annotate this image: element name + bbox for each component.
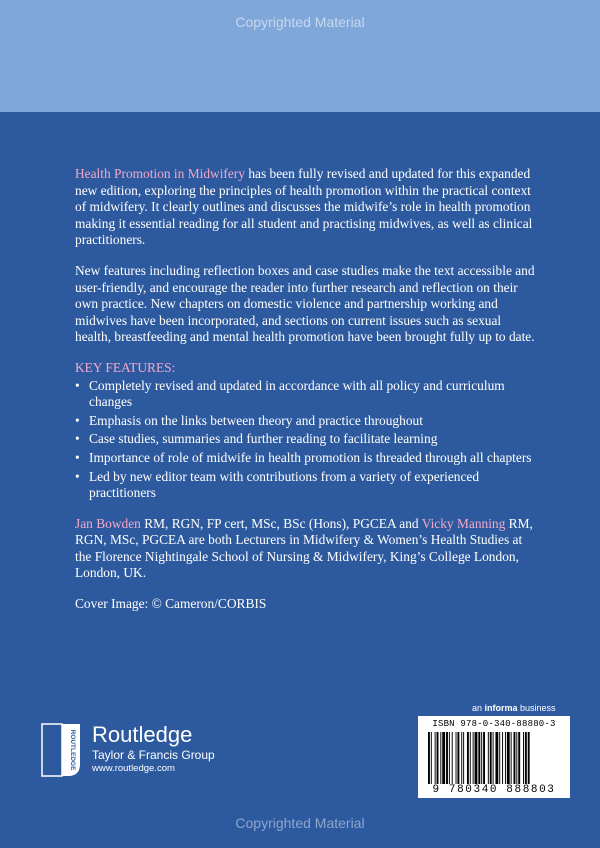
publisher-group: Taylor & Francis Group	[92, 748, 215, 762]
bullet-icon: •	[75, 431, 80, 447]
list-item: • Completely revised and updated in accordance with all policy and curriculum changes	[75, 377, 505, 410]
barcode-bar	[463, 732, 464, 784]
bullet-icon: •	[75, 449, 80, 465]
author-name-2: Vicky Manning	[421, 515, 506, 531]
publisher-url: www.routledge.com	[92, 763, 175, 774]
barcode-bar	[435, 732, 436, 784]
bullet-icon: •	[75, 412, 80, 428]
key-features-heading: KEY FEATURES:	[75, 359, 176, 375]
barcode-bar	[518, 732, 520, 784]
barcode-bar	[446, 732, 448, 784]
isbn-number: ISBN 978-0-340-88880-3	[432, 719, 556, 729]
list-item: • Importance of role of midwife in health promotion is threaded through all chapters	[75, 449, 532, 465]
barcode-bar	[449, 732, 450, 784]
barcode-bar	[461, 732, 462, 784]
back-cover-text	[75, 166, 535, 627]
barcode-bar	[493, 732, 494, 784]
barcode-bar	[490, 732, 492, 784]
key-features-list	[75, 378, 535, 502]
publisher-block	[92, 722, 215, 776]
barcode-bar	[507, 732, 510, 784]
barcode-bar	[483, 732, 485, 784]
barcode-bar	[499, 732, 500, 784]
barcode-bar	[502, 732, 503, 784]
bullet-icon: •	[75, 377, 80, 393]
barcode-bars	[428, 732, 562, 784]
list-item: • Case studies, summaries and further reading to facilitate learning	[75, 431, 438, 447]
barcode-bar	[525, 732, 527, 784]
barcode-bar	[428, 732, 430, 784]
barcode-bar	[488, 732, 489, 784]
barcode-bar	[523, 732, 524, 784]
list-item: • Emphasis on the links between theory and practice throughout	[75, 412, 423, 428]
isbn-barcode	[418, 716, 570, 798]
cover-image-credit: Cover Image: © Cameron/CORBIS	[75, 596, 267, 612]
barcode-bar	[475, 732, 478, 784]
barcode-bar	[456, 732, 457, 784]
barcode-bar	[457, 732, 459, 784]
book-title-highlight: Health Promotion in Midwifery	[75, 166, 245, 181]
barcode-bar	[481, 732, 482, 784]
barcode-digits: 9 780340 888803	[432, 784, 556, 796]
logo-vertical-wordmark: ROUTLEDGE	[69, 729, 76, 771]
blurb-paragraph-1	[75, 166, 535, 249]
barcode-bar	[478, 732, 480, 784]
barcode-bar	[431, 732, 432, 784]
routledge-logo-icon	[40, 722, 86, 778]
barcode-bar	[437, 732, 439, 784]
barcode-bar	[467, 732, 469, 784]
watermark-top: Copyrighted Material	[235, 14, 365, 30]
bullet-icon: •	[75, 468, 80, 484]
watermark-bottom: Copyrighted Material	[235, 815, 365, 831]
barcode-bar	[516, 732, 517, 784]
blurb-paragraph-2: New features including reflection boxes and case studies make the text accessible and user-friendly, and encourage the reader into further research and reflection on their own practice. New chapters on domestic violence and partnership working and midwives have been incorporated, and sections on current issues such as sexual health, breastfeeding and mental health promotion have been brought fully up to date.	[75, 262, 535, 345]
barcode-bar	[470, 732, 471, 784]
barcode-bar	[440, 732, 441, 784]
barcode-bar	[495, 732, 498, 784]
barcode-bar	[442, 732, 445, 784]
barcode-bar	[473, 732, 474, 784]
list-item: • Led by new editor team with contributions from a variety of experienced practitioners	[75, 468, 480, 501]
barcode-bar	[505, 732, 506, 784]
barcode-bar	[514, 732, 516, 784]
author-bio: Jan Bowden RM, RGN, FP cert, MSc, BSc (Hons), PGCEA and Vicky Manning RM, RGN, MSc, PGCEA are both Lecturers in Midwifery & Women’s Health Studies at the Florence Nightingale School of Nursing & Midwifery, King’s College London, London, UK.	[75, 515, 533, 581]
author-name-1: Jan Bowden	[75, 515, 141, 531]
barcode-bar	[452, 732, 453, 784]
barcode-bar	[528, 732, 530, 784]
publisher-name: Routledge	[92, 722, 193, 747]
blurb-paragraph-1-text: has been fully revised and updated for this expanded new edition, exploring the principles of health promotion within the practical context of midwifery. It clearly outlines and discusses the midwife’s role in health promotion making it essential reading for all student and practising midwives, as well as clinical practitioners.	[75, 166, 533, 248]
informa-business-tag: an informa business	[472, 703, 556, 713]
barcode-bar	[511, 732, 512, 784]
